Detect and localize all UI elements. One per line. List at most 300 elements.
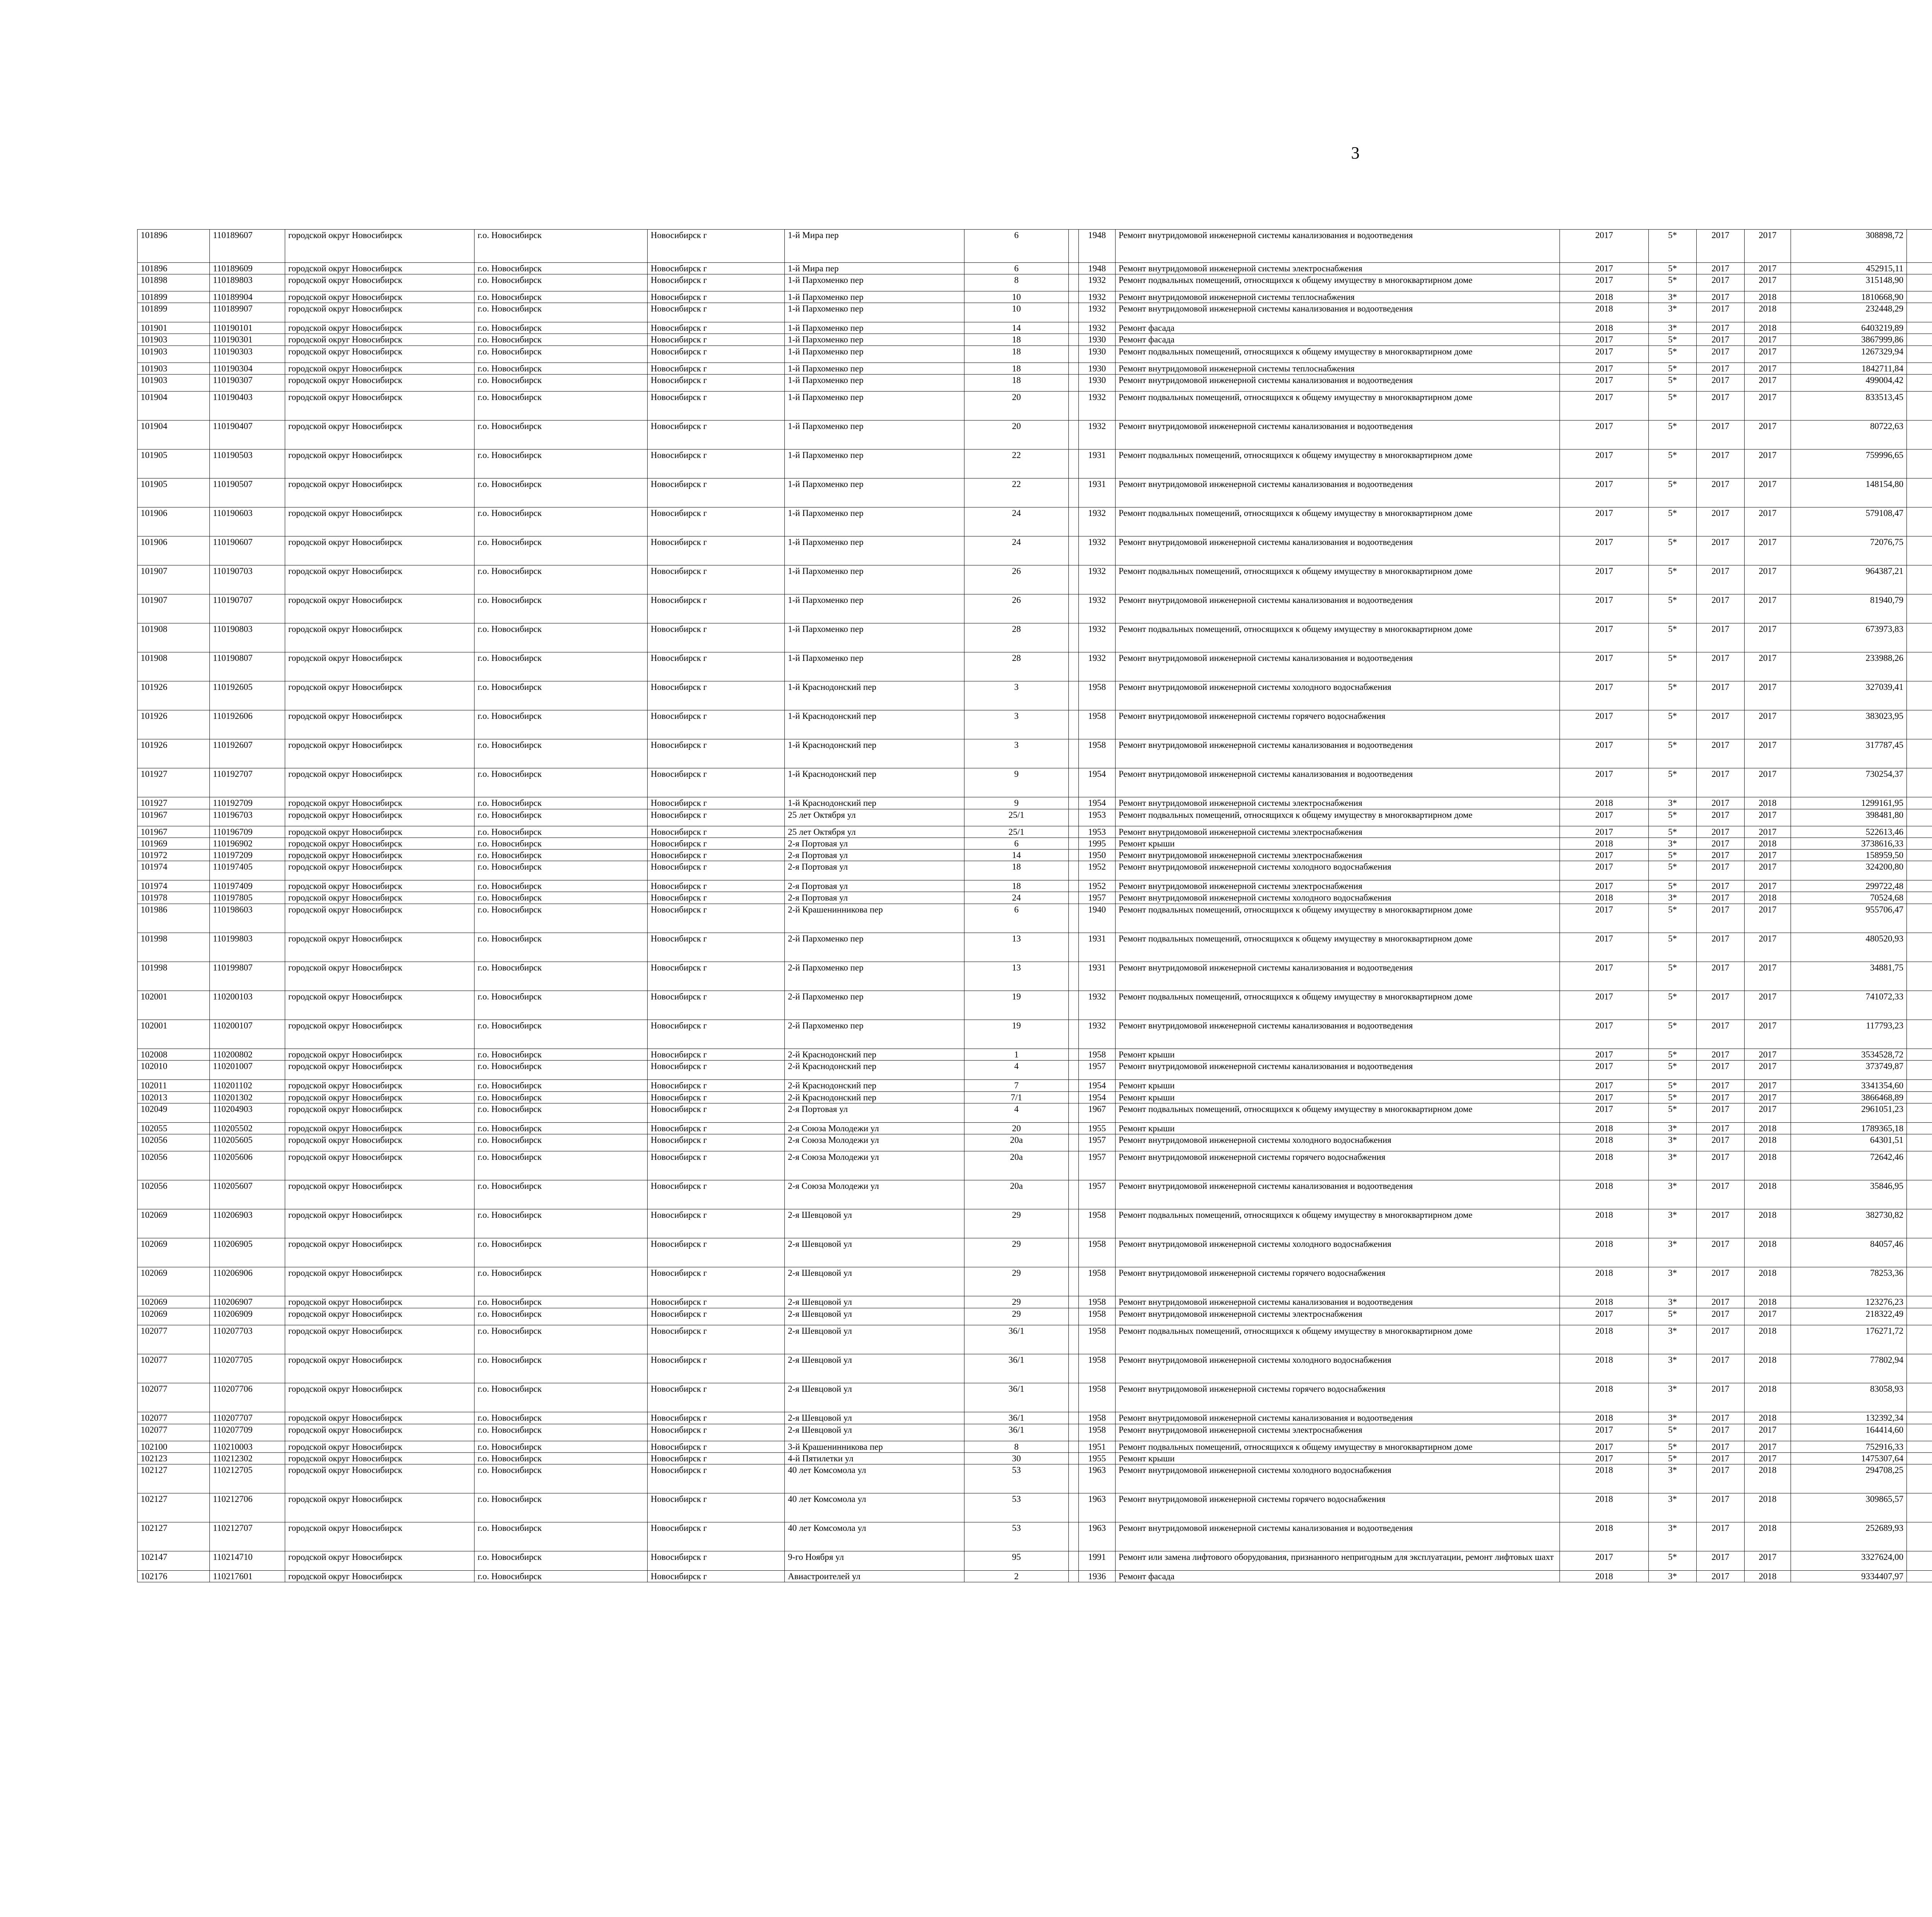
cell-fund-cost xyxy=(1907,420,1932,449)
cell-city: Новосибирск г xyxy=(648,681,785,710)
cell-plan-year: 2017 xyxy=(1560,1080,1649,1091)
cell-municipality: городской округ Новосибирск xyxy=(285,263,474,274)
cell-work-type: Ремонт подвальных помещений, относящихся к общему имуществу в многоквартирном доме xyxy=(1116,449,1560,478)
cell-work-id: 110189803 xyxy=(210,274,285,291)
cell-end-year: 2018 xyxy=(1745,1522,1791,1551)
cell-end-year: 2017 xyxy=(1745,374,1791,391)
cell-work-id: 110200103 xyxy=(210,991,285,1020)
cell-built-year: 1958 xyxy=(1079,710,1116,739)
cell-municipality: городской округ Новосибирск xyxy=(285,710,474,739)
cell-priority: 5* xyxy=(1649,826,1697,838)
cell-city: Новосибирск г xyxy=(648,892,785,904)
cell-total-cost: 315148,90 xyxy=(1791,274,1907,291)
cell-street: 40 лет Комсомола ул xyxy=(785,1493,964,1522)
table-row xyxy=(138,1122,1932,1134)
cell-building xyxy=(1069,1551,1079,1571)
cell-house-id: 101998 xyxy=(138,933,210,962)
cell-house-id: 102008 xyxy=(138,1049,210,1061)
cell-built-year: 1932 xyxy=(1079,594,1116,623)
table-row xyxy=(138,933,1932,962)
cell-building xyxy=(1069,991,1079,1020)
cell-built-year: 1932 xyxy=(1079,991,1116,1020)
cell-settlement: г.о. Новосибирск xyxy=(474,849,648,861)
cell-fund-cost xyxy=(1907,768,1932,797)
cell-total-cost: 383023,95 xyxy=(1791,710,1907,739)
cell-work-type: Ремонт внутридомовой инженерной системы холодного водоснабжения xyxy=(1116,1134,1560,1151)
cell-house-id: 101904 xyxy=(138,391,210,420)
cell-street: 2-й Краснодонский пер xyxy=(785,1061,964,1080)
cell-municipality: городской округ Новосибирск xyxy=(285,933,474,962)
cell-plan-year: 2017 xyxy=(1560,363,1649,374)
cell-work-type: Ремонт внутридомовой инженерной системы канализования и водоотведения xyxy=(1116,739,1560,768)
cell-total-cost: 398481,80 xyxy=(1791,809,1907,826)
cell-house-id: 101905 xyxy=(138,449,210,478)
cell-work-type: Ремонт крыши xyxy=(1116,1091,1560,1103)
cell-priority: 5* xyxy=(1649,1452,1697,1464)
cell-house-id: 102069 xyxy=(138,1267,210,1296)
cell-house-id: 102069 xyxy=(138,1308,210,1325)
table-row xyxy=(138,1412,1932,1424)
cell-built-year: 1963 xyxy=(1079,1522,1116,1551)
cell-house-id: 101907 xyxy=(138,594,210,623)
cell-house-id: 102077 xyxy=(138,1325,210,1354)
cell-plan-year: 2017 xyxy=(1560,1061,1649,1080)
table-row xyxy=(138,1441,1932,1452)
cell-municipality: городской округ Новосибирск xyxy=(285,880,474,892)
cell-building xyxy=(1069,1238,1079,1267)
cell-street: 1-й Краснодонский пер xyxy=(785,739,964,768)
cell-settlement: г.о. Новосибирск xyxy=(474,1571,648,1582)
cell-built-year: 1954 xyxy=(1079,1080,1116,1091)
cell-plan-year: 2018 xyxy=(1560,303,1649,322)
cell-work-type: Ремонт внутридомовой инженерной системы канализования и водоотведения xyxy=(1116,1020,1560,1049)
cell-city: Новосибирск г xyxy=(648,904,785,933)
cell-start-year: 2017 xyxy=(1697,739,1745,768)
cell-priority: 5* xyxy=(1649,274,1697,291)
cell-fund-cost xyxy=(1907,623,1932,652)
cell-start-year: 2017 xyxy=(1697,1424,1745,1441)
cell-fund-cost xyxy=(1907,1493,1932,1522)
cell-city: Новосибирск г xyxy=(648,507,785,536)
cell-fund-cost xyxy=(1907,1122,1932,1134)
cell-end-year: 2017 xyxy=(1745,1049,1791,1061)
cell-city: Новосибирск г xyxy=(648,391,785,420)
cell-work-type: Ремонт подвальных помещений, относящихся к общему имуществу в многоквартирном доме xyxy=(1116,809,1560,826)
cell-house-number: 14 xyxy=(964,322,1069,334)
cell-end-year: 2018 xyxy=(1745,291,1791,303)
cell-priority: 3* xyxy=(1649,1325,1697,1354)
cell-house-number: 6 xyxy=(964,263,1069,274)
cell-built-year: 1991 xyxy=(1079,1551,1116,1571)
cell-priority: 5* xyxy=(1649,739,1697,768)
cell-city: Новосибирск г xyxy=(648,1122,785,1134)
cell-built-year: 1932 xyxy=(1079,623,1116,652)
cell-work-id: 110190807 xyxy=(210,652,285,681)
cell-work-id: 110192606 xyxy=(210,710,285,739)
cell-house-id: 102056 xyxy=(138,1134,210,1151)
cell-building xyxy=(1069,449,1079,478)
cell-work-type: Ремонт внутридомовой инженерной системы холодного водоснабжения xyxy=(1116,1354,1560,1383)
cell-fund-cost xyxy=(1907,1325,1932,1354)
cell-house-number: 53 xyxy=(964,1522,1069,1551)
cell-city: Новосибирск г xyxy=(648,1091,785,1103)
cell-street: 1-й Краснодонский пер xyxy=(785,681,964,710)
cell-city: Новосибирск г xyxy=(648,363,785,374)
cell-street: 1-й Пархоменко пер xyxy=(785,303,964,322)
cell-city: Новосибирск г xyxy=(648,420,785,449)
cell-city: Новосибирск г xyxy=(648,1061,785,1080)
cell-house-id: 102123 xyxy=(138,1452,210,1464)
cell-settlement: г.о. Новосибирск xyxy=(474,449,648,478)
cell-work-type: Ремонт внутридомовой инженерной системы электроснабжения xyxy=(1116,1424,1560,1441)
cell-plan-year: 2017 xyxy=(1560,1441,1649,1452)
cell-total-cost: 833513,45 xyxy=(1791,391,1907,420)
cell-building xyxy=(1069,892,1079,904)
cell-priority: 5* xyxy=(1649,623,1697,652)
cell-end-year: 2017 xyxy=(1745,274,1791,291)
cell-work-id: 110207707 xyxy=(210,1412,285,1424)
table-row xyxy=(138,536,1932,565)
table-row xyxy=(138,230,1932,263)
cell-plan-year: 2017 xyxy=(1560,1049,1649,1061)
cell-municipality: городской округ Новосибирск xyxy=(285,449,474,478)
cell-fund-cost xyxy=(1907,1151,1932,1180)
cell-settlement: г.о. Новосибирск xyxy=(474,1103,648,1122)
cell-street: 2-я Союза Молодежи ул xyxy=(785,1151,964,1180)
cell-street: 2-я Портовая ул xyxy=(785,849,964,861)
cell-start-year: 2017 xyxy=(1697,1354,1745,1383)
cell-start-year: 2017 xyxy=(1697,594,1745,623)
cell-settlement: г.о. Новосибирск xyxy=(474,420,648,449)
cell-house-number: 14 xyxy=(964,849,1069,861)
cell-total-cost: 317787,45 xyxy=(1791,739,1907,768)
cell-plan-year: 2017 xyxy=(1560,710,1649,739)
cell-start-year: 2017 xyxy=(1697,681,1745,710)
cell-house-number: 26 xyxy=(964,594,1069,623)
table-row xyxy=(138,1354,1932,1383)
cell-work-type: Ремонт внутридомовой инженерной системы канализования и водоотведения xyxy=(1116,478,1560,507)
cell-fund-cost xyxy=(1907,1354,1932,1383)
cell-priority: 5* xyxy=(1649,652,1697,681)
cell-built-year: 1932 xyxy=(1079,536,1116,565)
cell-plan-year: 2017 xyxy=(1560,861,1649,880)
cell-plan-year: 2017 xyxy=(1560,420,1649,449)
cell-fund-cost xyxy=(1907,1020,1932,1049)
cell-work-type: Ремонт внутридомовой инженерной системы горячего водоснабжения xyxy=(1116,710,1560,739)
cell-work-id: 110200802 xyxy=(210,1049,285,1061)
cell-work-id: 110207706 xyxy=(210,1383,285,1412)
cell-priority: 5* xyxy=(1649,420,1697,449)
cell-house-id: 102056 xyxy=(138,1180,210,1209)
cell-work-type: Ремонт внутридомовой инженерной системы горячего водоснабжения xyxy=(1116,1151,1560,1180)
cell-building xyxy=(1069,1061,1079,1080)
cell-total-cost: 3867999,86 xyxy=(1791,334,1907,346)
cell-built-year: 1958 xyxy=(1079,1238,1116,1267)
cell-total-cost: 78253,36 xyxy=(1791,1267,1907,1296)
cell-start-year: 2017 xyxy=(1697,1061,1745,1080)
cell-work-id: 110207705 xyxy=(210,1354,285,1383)
cell-start-year: 2017 xyxy=(1697,1049,1745,1061)
cell-priority: 3* xyxy=(1649,1464,1697,1493)
cell-municipality: городской округ Новосибирск xyxy=(285,1020,474,1049)
cell-city: Новосибирск г xyxy=(648,1412,785,1424)
cell-settlement: г.о. Новосибирск xyxy=(474,1424,648,1441)
cell-street: 2-я Союза Молодежи ул xyxy=(785,1134,964,1151)
cell-priority: 5* xyxy=(1649,861,1697,880)
cell-work-id: 110205502 xyxy=(210,1122,285,1134)
cell-house-number: 53 xyxy=(964,1493,1069,1522)
cell-street: 1-й Пархоменко пер xyxy=(785,346,964,363)
cell-street: 2-я Портовая ул xyxy=(785,880,964,892)
cell-street: 1-й Пархоменко пер xyxy=(785,391,964,420)
cell-total-cost: 480520,93 xyxy=(1791,933,1907,962)
cell-city: Новосибирск г xyxy=(648,880,785,892)
cell-total-cost: 3534528,72 xyxy=(1791,1049,1907,1061)
cell-municipality: городской округ Новосибирск xyxy=(285,652,474,681)
cell-settlement: г.о. Новосибирск xyxy=(474,1134,648,1151)
cell-municipality: городской округ Новосибирск xyxy=(285,374,474,391)
cell-work-id: 110189904 xyxy=(210,291,285,303)
cell-start-year: 2017 xyxy=(1697,1571,1745,1582)
cell-fund-cost xyxy=(1907,1209,1932,1238)
cell-plan-year: 2017 xyxy=(1560,739,1649,768)
cell-house-number: 9 xyxy=(964,768,1069,797)
cell-fund-cost xyxy=(1907,1267,1932,1296)
cell-priority: 3* xyxy=(1649,1383,1697,1412)
cell-house-number: 13 xyxy=(964,962,1069,991)
cell-work-type: Ремонт внутридомовой инженерной системы электроснабжения xyxy=(1116,797,1560,809)
cell-work-type: Ремонт внутридомовой инженерной системы электроснабжения xyxy=(1116,826,1560,838)
cell-municipality: городской округ Новосибирск xyxy=(285,1441,474,1452)
cell-total-cost: 164414,60 xyxy=(1791,1424,1907,1441)
cell-house-number: 24 xyxy=(964,892,1069,904)
cell-work-id: 110196703 xyxy=(210,809,285,826)
cell-street: 1-й Пархоменко пер xyxy=(785,449,964,478)
cell-start-year: 2017 xyxy=(1697,1103,1745,1122)
table-row xyxy=(138,449,1932,478)
cell-total-cost: 80722,63 xyxy=(1791,420,1907,449)
cell-plan-year: 2017 xyxy=(1560,1091,1649,1103)
cell-street: 1-й Пархоменко пер xyxy=(785,274,964,291)
cell-total-cost: 955706,47 xyxy=(1791,904,1907,933)
cell-municipality: городской округ Новосибирск xyxy=(285,1412,474,1424)
cell-start-year: 2017 xyxy=(1697,1296,1745,1308)
cell-settlement: г.о. Новосибирск xyxy=(474,1180,648,1209)
cell-house-id: 101967 xyxy=(138,826,210,838)
cell-building xyxy=(1069,1103,1079,1122)
cell-built-year: 1932 xyxy=(1079,1020,1116,1049)
cell-total-cost: 233988,26 xyxy=(1791,652,1907,681)
cell-building xyxy=(1069,797,1079,809)
cell-street: 3-й Крашенинникова пер xyxy=(785,1441,964,1452)
cell-street: 2-я Портовая ул xyxy=(785,892,964,904)
cell-building xyxy=(1069,1383,1079,1412)
cell-street: 2-я Портовая ул xyxy=(785,861,964,880)
cell-start-year: 2017 xyxy=(1697,1180,1745,1209)
cell-municipality: городской округ Новосибирск xyxy=(285,1325,474,1354)
cell-fund-cost xyxy=(1907,710,1932,739)
cell-total-cost: 1475307,64 xyxy=(1791,1452,1907,1464)
cell-street: 2-й Краснодонский пер xyxy=(785,1091,964,1103)
cell-settlement: г.о. Новосибирск xyxy=(474,1296,648,1308)
cell-work-id: 110201302 xyxy=(210,1091,285,1103)
cell-municipality: городской округ Новосибирск xyxy=(285,1424,474,1441)
cell-built-year: 1957 xyxy=(1079,1180,1116,1209)
cell-street: 1-й Пархоменко пер xyxy=(785,623,964,652)
cell-settlement: г.о. Новосибирск xyxy=(474,1267,648,1296)
cell-priority: 5* xyxy=(1649,1091,1697,1103)
cell-house-number: 3 xyxy=(964,739,1069,768)
cell-plan-year: 2018 xyxy=(1560,1493,1649,1522)
table-row xyxy=(138,1080,1932,1091)
cell-plan-year: 2017 xyxy=(1560,507,1649,536)
cell-city: Новосибирск г xyxy=(648,1267,785,1296)
cell-city: Новосибирск г xyxy=(648,849,785,861)
cell-start-year: 2017 xyxy=(1697,565,1745,594)
cell-house-number: 29 xyxy=(964,1209,1069,1238)
cell-work-type: Ремонт подвальных помещений, относящихся к общему имуществу в многоквартирном доме xyxy=(1116,623,1560,652)
cell-municipality: городской округ Новосибирск xyxy=(285,623,474,652)
cell-street: 2-й Пархоменко пер xyxy=(785,1020,964,1049)
cell-work-type: Ремонт подвальных помещений, относящихся к общему имуществу в многоквартирном доме xyxy=(1116,274,1560,291)
cell-city: Новосибирск г xyxy=(648,565,785,594)
cell-fund-cost xyxy=(1907,449,1932,478)
cell-total-cost: 72076,75 xyxy=(1791,536,1907,565)
cell-built-year: 1958 xyxy=(1079,1354,1116,1383)
cell-street: 40 лет Комсомола ул xyxy=(785,1522,964,1551)
cell-city: Новосибирск г xyxy=(648,263,785,274)
cell-end-year: 2017 xyxy=(1745,1452,1791,1464)
cell-city: Новосибирск г xyxy=(648,322,785,334)
table-row xyxy=(138,420,1932,449)
cell-house-number: 6 xyxy=(964,230,1069,263)
table-row xyxy=(138,363,1932,374)
cell-start-year: 2017 xyxy=(1697,1441,1745,1452)
cell-start-year: 2017 xyxy=(1697,797,1745,809)
cell-settlement: г.о. Новосибирск xyxy=(474,838,648,849)
cell-end-year: 2017 xyxy=(1745,826,1791,838)
cell-building xyxy=(1069,263,1079,274)
cell-settlement: г.о. Новосибирск xyxy=(474,962,648,991)
cell-house-id: 101927 xyxy=(138,797,210,809)
cell-plan-year: 2017 xyxy=(1560,991,1649,1020)
cell-start-year: 2017 xyxy=(1697,809,1745,826)
cell-building xyxy=(1069,1134,1079,1151)
cell-house-id: 101899 xyxy=(138,291,210,303)
cell-house-number: 25/1 xyxy=(964,809,1069,826)
cell-city: Новосибирск г xyxy=(648,710,785,739)
cell-end-year: 2018 xyxy=(1745,1571,1791,1582)
cell-building xyxy=(1069,1180,1079,1209)
cell-priority: 5* xyxy=(1649,962,1697,991)
cell-start-year: 2017 xyxy=(1697,1383,1745,1412)
cell-start-year: 2017 xyxy=(1697,933,1745,962)
cell-priority: 5* xyxy=(1649,263,1697,274)
cell-building xyxy=(1069,1267,1079,1296)
cell-house-id: 101903 xyxy=(138,374,210,391)
cell-street: 1-й Краснодонский пер xyxy=(785,797,964,809)
cell-built-year: 1948 xyxy=(1079,263,1116,274)
cell-priority: 3* xyxy=(1649,838,1697,849)
cell-start-year: 2017 xyxy=(1697,1122,1745,1134)
cell-priority: 3* xyxy=(1649,1354,1697,1383)
cell-work-id: 110190304 xyxy=(210,363,285,374)
cell-house-number: 19 xyxy=(964,991,1069,1020)
cell-end-year: 2017 xyxy=(1745,1020,1791,1049)
cell-settlement: г.о. Новосибирск xyxy=(474,594,648,623)
cell-street: 2-й Краснодонский пер xyxy=(785,1049,964,1061)
cell-priority: 5* xyxy=(1649,768,1697,797)
cell-house-number: 19 xyxy=(964,1020,1069,1049)
cell-end-year: 2018 xyxy=(1745,1180,1791,1209)
cell-house-id: 101903 xyxy=(138,334,210,346)
cell-municipality: городской округ Новосибирск xyxy=(285,1134,474,1151)
cell-settlement: г.о. Новосибирск xyxy=(474,1061,648,1080)
cell-end-year: 2017 xyxy=(1745,681,1791,710)
cell-end-year: 2017 xyxy=(1745,768,1791,797)
cell-building xyxy=(1069,363,1079,374)
cell-start-year: 2017 xyxy=(1697,652,1745,681)
cell-work-id: 110190407 xyxy=(210,420,285,449)
cell-start-year: 2017 xyxy=(1697,1267,1745,1296)
cell-start-year: 2017 xyxy=(1697,478,1745,507)
cell-start-year: 2017 xyxy=(1697,1464,1745,1493)
cell-start-year: 2017 xyxy=(1697,1020,1745,1049)
cell-building xyxy=(1069,710,1079,739)
cell-fund-cost xyxy=(1907,334,1932,346)
cell-fund-cost xyxy=(1907,303,1932,322)
cell-start-year: 2017 xyxy=(1697,291,1745,303)
cell-built-year: 1932 xyxy=(1079,322,1116,334)
cell-start-year: 2017 xyxy=(1697,710,1745,739)
cell-end-year: 2017 xyxy=(1745,652,1791,681)
cell-settlement: г.о. Новосибирск xyxy=(474,1209,648,1238)
cell-municipality: городской округ Новосибирск xyxy=(285,322,474,334)
cell-city: Новосибирск г xyxy=(648,1354,785,1383)
cell-fund-cost xyxy=(1907,849,1932,861)
cell-fund-cost xyxy=(1907,892,1932,904)
cell-street: 2-я Шевцовой ул xyxy=(785,1296,964,1308)
cell-city: Новосибирск г xyxy=(648,1080,785,1091)
cell-house-number: 3 xyxy=(964,681,1069,710)
cell-house-id: 102069 xyxy=(138,1296,210,1308)
cell-priority: 5* xyxy=(1649,594,1697,623)
cell-end-year: 2017 xyxy=(1745,230,1791,263)
cell-total-cost: 964387,21 xyxy=(1791,565,1907,594)
cell-built-year: 1963 xyxy=(1079,1464,1116,1493)
cell-house-number: 36/1 xyxy=(964,1412,1069,1424)
cell-municipality: городской округ Новосибирск xyxy=(285,391,474,420)
cell-work-type: Ремонт внутридомовой инженерной системы канализования и водоотведения xyxy=(1116,1296,1560,1308)
cell-house-id: 101898 xyxy=(138,274,210,291)
cell-fund-cost xyxy=(1907,1308,1932,1325)
table-row xyxy=(138,1522,1932,1551)
cell-end-year: 2017 xyxy=(1745,1424,1791,1441)
cell-house-number: 29 xyxy=(964,1296,1069,1308)
table-row xyxy=(138,565,1932,594)
cell-house-id: 101906 xyxy=(138,536,210,565)
cell-settlement: г.о. Новосибирск xyxy=(474,1091,648,1103)
table-row xyxy=(138,1571,1932,1582)
cell-priority: 5* xyxy=(1649,334,1697,346)
cell-building xyxy=(1069,739,1079,768)
cell-work-type: Ремонт крыши xyxy=(1116,1080,1560,1091)
cell-work-type: Ремонт фасада xyxy=(1116,1571,1560,1582)
cell-settlement: г.о. Новосибирск xyxy=(474,322,648,334)
cell-house-number: 9 xyxy=(964,797,1069,809)
cell-city: Новосибирск г xyxy=(648,962,785,991)
cell-built-year: 1940 xyxy=(1079,904,1116,933)
